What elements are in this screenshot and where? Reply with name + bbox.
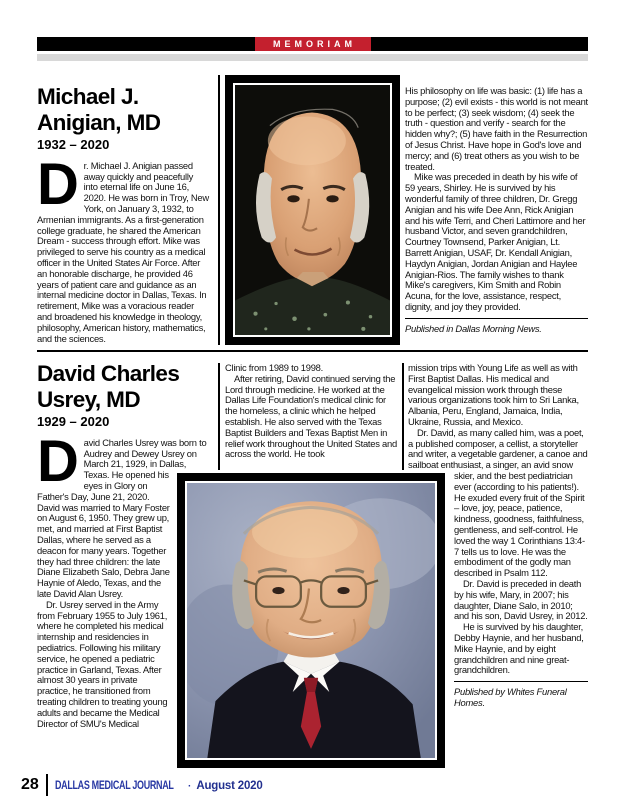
header-black-bar xyxy=(37,37,588,51)
dropcap-usrey: D xyxy=(37,428,79,494)
journal-title: DALLAS MEDICAL JOURNAL xyxy=(55,780,174,792)
photo-inner-border xyxy=(185,481,437,760)
obit-years-anigian: 1932 – 2020 xyxy=(37,137,110,152)
obit-paragraph: Dr. David, as many called him, was a poet, a published composer, a cellist, a storyteller and writer, a vegetable gardener, a canoe and sailboat enthusiast, a singer, an avid snow skier, and the best pediatrician ever (according to his patients!). He exuded every fruit of the Spirit – love, joy, peace, patience, kindness, goodness, faithfulness, gentleness, and self-control. He loved the way 1 Corinthians 13:4-7 tells us to love. He was the embodiment of the godly man described in Psalm 112. xyxy=(408,426,588,579)
obit-name-anigian: Michael J. Anigian, MD xyxy=(37,84,161,135)
anigian-portrait-illustration xyxy=(235,85,390,335)
page-number: 28 xyxy=(21,776,39,793)
photo-inner-border xyxy=(233,83,392,337)
column-divider xyxy=(402,363,404,470)
obit-paragraph: mission trips with Young Life as well as with First Baptist Dallas. His medical and evangelical mission work through these various organizations took him to Sri Lanka, Albania, Peru, England, Jamaica, India, Ukraine, Russia, and Mexico. xyxy=(408,362,579,427)
obit-years-usrey: 1929 – 2020 xyxy=(37,414,110,429)
header-gray-bar xyxy=(37,54,588,61)
dropcap-anigian: D xyxy=(37,151,79,217)
obit-paragraph: After retiring, David continued serving the Lord through medicine. He worked at the Dallas Life Foundation's medical clinic for the homeless, a clinic which he helped establish. He also served with the Texas Baptist Builders and Texas Baptist Men in relief work throughout the United States and across the world. He took xyxy=(225,372,397,460)
usrey-portrait-photo xyxy=(177,473,445,768)
footer-brand xyxy=(55,780,263,792)
issue-date: August 2020 xyxy=(196,780,263,792)
obit-paragraph: Dr. Usrey served in the Army from February 1955 to July 1961, where he completed his medical internship and residencies in pediatrics. Following his military service, he opened a pediatric practice in Garland, Texas. After almost 30 years in private practice, he transitioned from treating children to treating young adults and became the Medical Director of SMU's Medical xyxy=(37,598,168,729)
anigian-left-column xyxy=(37,84,209,344)
obit-paragraph: Mike was preceded in death by his wife of 59 years, Shirley. He is survived by his wonderful family of three children, Dr. Gregg Anigian and his wife Dee Ann, Rick Anigian and his wife Terri, and Cheri Lattimore and her husband Victor, and seven grandchildren, Courtney Townsend, Parker Anigian, Lt. Barrett Anigian, USAF, Dr. Kendall Anigian, Haydyn Anigian, Jordan Anigian and Haylee Anigian-Rios. The family wishes to thank Mike's caregivers, Kim Smith and Robin Acuna, for the love, assistance, respect, dignity, and joy they provided. xyxy=(405,171,586,312)
obit-paragraph: avid Charles Usrey was born to Audrey and Dewey Usrey on March 21, 1929, in Dallas, Texas. He opened his eyes in Glory on Father's Day, June 21, 2020. David was married to Mary Foster on August 6, 1950. They grew up, met, and married at First Baptist Dallas, where he served as a deacon for many years. Together they had three children: the late Diane Elizabeth Salo, Debra Jane Haynie of Aledo, Texas, and the late David Alan Usrey. xyxy=(37,436,207,599)
obit-paragraph: His philosophy on life was basic: (1) life has a purpose; (2) evil exists - this world is not meant to be perfect; (3) seek wisdom; (4) seek the truth - question and verify - search for the hidden why?; (5) have faith in the Resurrection of Jesus Christ. Have hope in God's love and mercy; and (6) treat others as you wish to be treated. xyxy=(405,85,588,172)
publication-credit-usrey: Published by Whites Funeral Homes. xyxy=(454,686,567,709)
memoriam-banner xyxy=(255,37,371,51)
memoriam-label: MEMORIAM xyxy=(273,39,356,49)
usrey-portrait-illustration xyxy=(187,483,435,758)
obit-paragraph: He is survived by his daughter, Debby Haynie, and her husband, Mike Haynie, and by eight grandchildren and nine great-grandchildren. xyxy=(454,621,584,676)
obit-name-usrey: David Charles Usrey, MD xyxy=(37,361,180,412)
anigian-right-column xyxy=(405,86,588,334)
obit-paragraph: Clinic from 1989 to 1998. xyxy=(225,362,323,373)
column-divider xyxy=(218,75,220,345)
obit-body-anigian xyxy=(37,151,209,345)
credit-divider xyxy=(454,681,588,682)
credit-divider xyxy=(405,318,588,319)
section-divider xyxy=(37,350,588,352)
usrey-middle-column xyxy=(225,363,397,460)
credit-block xyxy=(454,681,588,708)
footer-divider xyxy=(46,774,48,796)
anigian-portrait-photo xyxy=(225,75,400,345)
footer-dot-separator: · xyxy=(188,780,192,792)
obit-paragraph: r. Michael J. Anigian passed away quickly and peacefully into eternal life on June 16, 2020. He was born in Troy, New York, on January 3, 1932, to Armenian immigrants. As a first-generation college graduate, he shared the American Dream - success through effort. Mike was privileged to serve his country as a medical officer in the United States Air Force. After an honorable discharge, he provided 46 years of patient care and guidance as an internal medicine doctor in Dallas, Texas. In retirement, Mike was a voracious reader and broadened his knowledge in theology, philosophy, American history, mathematics, and the sciences. xyxy=(37,159,209,344)
publication-credit-anigian: Published in Dallas Morning News. xyxy=(405,322,542,334)
obit-paragraph: Dr. David is preceded in death by his wife, Mary, in 2007; his daughter, Diane Salo, in 2010; and his son, David Usrey, in 2012. xyxy=(454,577,588,622)
column-divider xyxy=(218,363,220,470)
